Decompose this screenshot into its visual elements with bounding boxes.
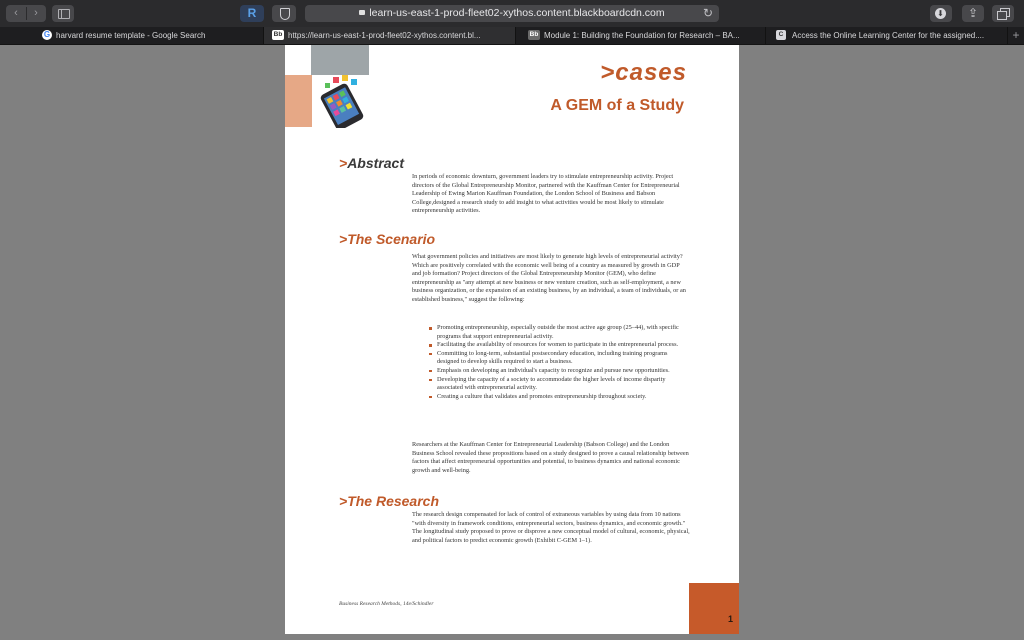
list-item: Committing to long-term, substantial postsecondary education, including training programs designed to develop skills required to start a business. (437, 350, 687, 367)
google-icon: G (43, 30, 51, 39)
extension-button[interactable]: R (240, 5, 264, 22)
page-footer: Business Research Methods, 14e/Schindler (339, 601, 434, 607)
heading-prefix: > (339, 155, 348, 171)
privacy-extension-button[interactable] (272, 5, 296, 22)
heading-prefix: > (339, 493, 348, 509)
shield-icon (280, 8, 290, 20)
heading-text: The Scenario (347, 231, 436, 247)
show-tabs-button[interactable] (992, 5, 1014, 22)
page-number-block (689, 583, 739, 634)
tab-title: harvard resume template - Google Search (56, 31, 206, 40)
tab-blackboard-pdf[interactable] (264, 27, 516, 44)
tab-title: https://learn-us-east-1-prod-fleet02-xythos.content.bl... (288, 31, 481, 40)
case-title: A GEM of a Study (550, 97, 684, 114)
header-prefix: > (600, 59, 616, 86)
heading-prefix: > (339, 231, 348, 247)
divider (26, 7, 27, 20)
scenario-bullet-list (437, 324, 687, 401)
heading-text: The Research (347, 493, 440, 509)
blackboard-icon: Bb (273, 31, 283, 38)
tab-title: Access the Online Learning Center for the assigned.... (792, 31, 985, 40)
pdf-page (285, 45, 739, 634)
sidebar-toggle-button[interactable] (52, 5, 74, 22)
download-icon: ⬇ (935, 8, 946, 19)
research-text: The research design compensated for lack of control of extraneous variables by using data from 10 nations "with diversity in framework conditions, entrepreneurial sectors, business dynamics, and economic growth." The longitudinal study proposed to prove or disprove a new conceptual model of cultural, economic, physical, and political factors to predict economic growth (Exhibit C-GEM 1–1). (412, 511, 690, 544)
list-item: Creating a culture that validates and promotes entrepreneurship throughout society. (437, 393, 687, 402)
sidebar-icon (58, 9, 70, 19)
header-word: cases (615, 59, 687, 86)
list-item: Emphasis on developing an individual's capacity to recognize and pursue new opportunities. (437, 367, 687, 376)
list-item: Developing the capacity of a society to accommodate the higher levels of income disparity associated with entrepreneurial activity. (437, 376, 687, 393)
tab-online-learning-center[interactable] (766, 27, 1008, 44)
smartphone-apps-icon (311, 73, 371, 128)
document-header (600, 59, 687, 87)
blackboard-icon: Bb (529, 31, 539, 38)
new-tab-button[interactable]: + (1012, 28, 1020, 42)
decorative-block (285, 75, 312, 127)
forward-button[interactable]: › (34, 7, 38, 19)
nav-buttons (6, 5, 46, 22)
list-item: Promoting entrepreneurship, especially outside the most active age group (25–44), with specific programs that support entrepreneurial activity. (437, 324, 687, 341)
researchers-text: Researchers at the Kauffman Center for Entrepreneurial Leadership (Babson College) and the London Business School revealed these propositions based on a study designed to prove a causal relationship between factors that affect entrepreneurial opportunities and potential, to business dynamics and national economic growth and well-being. (412, 441, 689, 474)
tabs-icon-front (997, 11, 1007, 20)
section-heading-scenario (339, 231, 435, 247)
reload-button[interactable]: ↻ (702, 6, 713, 20)
back-button[interactable]: ‹ (14, 7, 18, 19)
tab-google-search[interactable] (0, 27, 264, 44)
decorative-block (311, 45, 369, 75)
course-icon: C (776, 30, 786, 40)
share-button[interactable] (962, 5, 984, 22)
list-item: Facilitating the availability of resources for women to participate in the entrepreneurial process. (437, 341, 687, 350)
section-heading-abstract (339, 155, 404, 171)
scenario-text: What government policies and initiatives are most likely to generate high levels of entrepreneurial activity? Which are positively correlated with the economic well being of a country as measured by growth in GDP and job formation? Project directors of the Global Entrepreneurship Monitor (GEM), who define entrepreneurship as "any attempt at new business or new venture creation, such as self-employment, a new business organization, or the expansion of an existing business, by an individual, a team of individuals, or an established business," suggest the following: (412, 253, 686, 303)
abstract-text: In periods of economic downturn, government leaders try to stimulate entrepreneurship activity. Project directors of the Global Entrepreneurship Monitor, partnered with the Kauffman Center for Entrepreneurial Leadership of Ewing Marion Kauffman Foundation, the London School of Business and Babson College,designed a research study to add insight to what activities would be most likely to stimulate entrepreneurship activities. (412, 173, 680, 215)
url-text: learn-us-east-1-prod-fleet02-xythos.content.blackboardcdn.com (369, 7, 665, 19)
downloads-button[interactable] (930, 5, 952, 22)
share-icon: ⇪ (967, 6, 979, 20)
address-bar[interactable] (305, 5, 719, 22)
tab-strip (0, 27, 1024, 45)
page-number: 1 (727, 614, 733, 624)
tab-title: Module 1: Building the Foundation for Research – BA... (544, 31, 740, 40)
tab-module-1[interactable] (516, 27, 766, 44)
heading-text: Abstract (347, 155, 404, 171)
section-heading-research (339, 493, 439, 509)
lock-icon (359, 10, 365, 15)
browser-toolbar (0, 0, 1024, 27)
